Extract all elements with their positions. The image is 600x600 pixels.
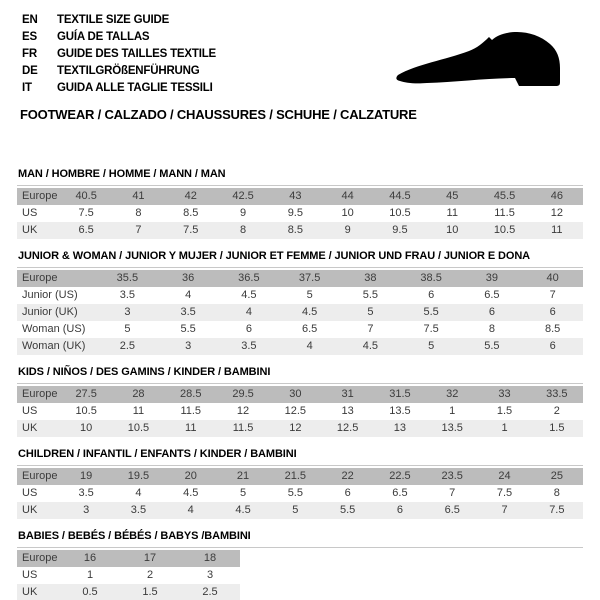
row-label: US [17,205,60,222]
size-cell: 11.5 [165,403,217,420]
table-row [17,287,583,304]
size-cell: 31 [321,386,373,403]
row-label: Junior (UK) [17,304,97,321]
size-cell: 7 [112,222,164,239]
size-cell: 5.5 [401,304,462,321]
table-row [17,502,583,519]
size-cell: 38.5 [401,270,462,287]
size-cell: 5 [217,485,269,502]
size-cell: 12 [269,420,321,437]
size-cell: 40 [522,270,583,287]
size-cell: 22 [321,468,373,485]
size-cell: 5 [340,304,401,321]
size-cell: 8 [217,222,269,239]
size-cell: 40.5 [60,188,112,205]
language-code: IT [22,82,32,94]
size-cell: 8.5 [165,205,217,222]
category-title: FOOTWEAR / CALZADO / CHAUSSURES / SCHUHE / CALZATURE [20,107,417,122]
size-section-babies [17,530,583,600]
size-cell: 12 [217,403,269,420]
size-cell: 3.5 [60,485,112,502]
size-cell: 12.5 [269,403,321,420]
table-row [17,270,583,287]
size-cell: 5.5 [321,502,373,519]
size-cell: 7 [426,485,478,502]
size-cell: 23.5 [426,468,478,485]
size-cell: 11.5 [217,420,269,437]
size-cell: 18 [180,550,240,567]
size-cell: 10.5 [374,205,426,222]
language-code: FR [22,48,37,60]
table-row [17,304,583,321]
row-label: Europe [17,550,60,567]
size-cell: 6 [401,287,462,304]
size-cell: 5 [401,338,462,355]
language-line [22,12,583,29]
size-cell: 42 [165,188,217,205]
language-label: GUÍA DE TALLAS [57,31,150,43]
size-cell: 3 [97,304,158,321]
size-cell: 8.5 [522,321,583,338]
size-cell: 42.5 [217,188,269,205]
size-cell: 1 [60,567,120,584]
size-cell: 3.5 [97,287,158,304]
size-cell: 3.5 [219,338,280,355]
size-cell: 2 [120,567,180,584]
size-cell: 7.5 [60,205,112,222]
size-cell: 1 [478,420,530,437]
size-cell: 4.5 [340,338,401,355]
row-label: Europe [17,468,60,485]
size-section-title: CHILDREN / INFANTIL / ENFANTS / KINDER / BAMBINI [18,448,297,460]
size-cell: 13 [374,420,426,437]
size-cell: 1.5 [478,403,530,420]
table-row [17,420,583,437]
size-cell: 1.5 [120,584,180,600]
language-label: TEXTILGRÖßENFÜHRUNG [57,65,200,77]
size-cell: 10.5 [60,403,112,420]
size-cell: 3.5 [158,304,219,321]
table-row [17,403,583,420]
size-cell: 13.5 [374,403,426,420]
size-cell: 6 [462,304,523,321]
size-cell: 4.5 [217,502,269,519]
size-section-junior-woman [17,250,583,355]
size-cell: 5.5 [269,485,321,502]
size-cell: 6.5 [279,321,340,338]
table-row [17,321,583,338]
size-cell: 7.5 [478,485,530,502]
size-section-title: MAN / HOMBRE / HOMME / MANN / MAN [18,168,226,180]
language-code: EN [22,14,38,26]
size-cell: 11.5 [478,205,530,222]
size-cell: 5 [279,287,340,304]
size-cell: 6.5 [60,222,112,239]
size-cell: 4 [158,287,219,304]
size-cell: 29.5 [217,386,269,403]
size-cell: 12.5 [321,420,373,437]
size-cell: 0.5 [60,584,120,600]
size-cell: 1 [426,403,478,420]
size-cell: 4 [279,338,340,355]
size-cell: 33.5 [531,386,583,403]
size-cell: 44 [321,188,373,205]
size-cell: 19 [60,468,112,485]
size-cell: 36 [158,270,219,287]
row-label: Woman (UK) [17,338,97,355]
row-label: Europe [17,188,60,205]
row-label: Europe [17,386,60,403]
size-cell: 5 [269,502,321,519]
size-cell: 3 [158,338,219,355]
size-cell: 3 [180,567,240,584]
size-cell: 35.5 [97,270,158,287]
language-label: TEXTILE SIZE GUIDE [57,14,170,26]
size-cell: 2.5 [180,584,240,600]
size-cell: 7 [478,502,530,519]
size-cell: 8 [462,321,523,338]
size-cell: 10 [321,205,373,222]
size-cell: 37.5 [279,270,340,287]
size-cell: 28 [112,386,164,403]
size-cell: 7.5 [401,321,462,338]
size-table-man [17,188,583,239]
size-cell: 12 [531,205,583,222]
size-cell: 38 [340,270,401,287]
size-cell: 13 [321,403,373,420]
size-cell: 43 [269,188,321,205]
size-cell: 7 [340,321,401,338]
size-cell: 10 [60,420,112,437]
size-cell: 32 [426,386,478,403]
language-label: GUIDA ALLE TAGLIE TESSILI [57,82,213,94]
size-cell: 27.5 [60,386,112,403]
size-cell: 3.5 [112,502,164,519]
table-row [17,338,583,355]
row-label: Europe [17,270,97,287]
size-cell: 13.5 [426,420,478,437]
size-cell: 6 [321,485,373,502]
size-cell: 5 [97,321,158,338]
size-cell: 39 [462,270,523,287]
size-cell: 6.5 [426,502,478,519]
size-cell: 2 [531,403,583,420]
row-label: Woman (US) [17,321,97,338]
size-cell: 5.5 [462,338,523,355]
size-cell: 6 [374,502,426,519]
size-cell: 17 [120,550,180,567]
size-cell: 6 [522,338,583,355]
size-section-children [17,448,583,519]
table-row [17,550,240,567]
size-section-kids [17,366,583,437]
row-label: UK [17,222,60,239]
size-cell: 19.5 [112,468,164,485]
language-code: DE [22,65,38,77]
size-cell: 46 [531,188,583,205]
table-wrap [17,547,583,600]
size-cell: 4.5 [165,485,217,502]
size-cell: 21.5 [269,468,321,485]
size-cell: 21 [217,468,269,485]
row-label: Junior (US) [17,287,97,304]
table-wrap [17,267,583,355]
language-code: ES [22,31,37,43]
shoe-icon [393,28,575,96]
row-label: US [17,403,60,420]
size-cell: 22.5 [374,468,426,485]
size-cell: 7 [522,287,583,304]
size-cell: 6 [219,321,280,338]
size-cell: 4 [165,502,217,519]
size-cell: 1.5 [531,420,583,437]
size-cell: 6.5 [374,485,426,502]
size-cell: 11 [531,222,583,239]
table-row [17,188,583,205]
size-cell: 10.5 [478,222,530,239]
size-cell: 10 [426,222,478,239]
row-label: UK [17,420,60,437]
size-cell: 8 [531,485,583,502]
size-cell: 45.5 [478,188,530,205]
row-label: US [17,567,60,584]
table-row [17,386,583,403]
size-table-kids [17,386,583,437]
size-section-title: JUNIOR & WOMAN / JUNIOR Y MUJER / JUNIOR ET FEMME / JUNIOR UND FRAU / JUNIOR E DONA [18,250,531,262]
size-cell: 36.5 [219,270,280,287]
size-section-title: BABIES / BEBÉS / BÉBÉS / BABYS /BAMBINI [18,530,251,542]
size-cell: 11 [165,420,217,437]
size-table-junior-woman [17,270,583,355]
size-cell: 6 [522,304,583,321]
size-cell: 4 [219,304,280,321]
size-cell: 3 [60,502,112,519]
size-cell: 16 [60,550,120,567]
size-section-title: KIDS / NIÑOS / DES GAMINS / KINDER / BAMBINI [18,366,271,378]
size-cell: 33 [478,386,530,403]
size-cell: 10.5 [112,420,164,437]
size-cell: 5.5 [340,287,401,304]
size-cell: 11 [426,205,478,222]
size-cell: 9 [217,205,269,222]
table-row [17,468,583,485]
size-cell: 9.5 [374,222,426,239]
row-label: UK [17,584,60,600]
size-cell: 7.5 [165,222,217,239]
size-cell: 8.5 [269,222,321,239]
row-label: US [17,485,60,502]
size-cell: 4.5 [219,287,280,304]
size-cell: 4 [112,485,164,502]
table-wrap [17,185,583,239]
size-table-children [17,468,583,519]
size-cell: 45 [426,188,478,205]
size-cell: 6.5 [462,287,523,304]
size-cell: 41 [112,188,164,205]
language-label: GUIDE DES TAILLES TEXTILE [57,48,216,60]
row-label: UK [17,502,60,519]
size-cell: 4.5 [279,304,340,321]
size-cell: 9 [321,222,373,239]
table-row [17,485,583,502]
table-row [17,567,240,584]
size-cell: 25 [531,468,583,485]
table-row [17,222,583,239]
size-table-babies [17,550,240,600]
size-section-man [17,168,583,239]
size-cell: 9.5 [269,205,321,222]
size-cell: 8 [112,205,164,222]
size-cell: 28.5 [165,386,217,403]
size-cell: 5.5 [158,321,219,338]
table-row [17,205,583,222]
size-cell: 31.5 [374,386,426,403]
size-cell: 44.5 [374,188,426,205]
table-wrap [17,465,583,519]
size-cell: 20 [165,468,217,485]
size-cell: 7.5 [531,502,583,519]
size-cell: 2.5 [97,338,158,355]
table-wrap [17,383,583,437]
size-cell: 11 [112,403,164,420]
size-cell: 30 [269,386,321,403]
table-row [17,584,240,600]
size-cell: 24 [478,468,530,485]
size-tables [17,168,583,600]
